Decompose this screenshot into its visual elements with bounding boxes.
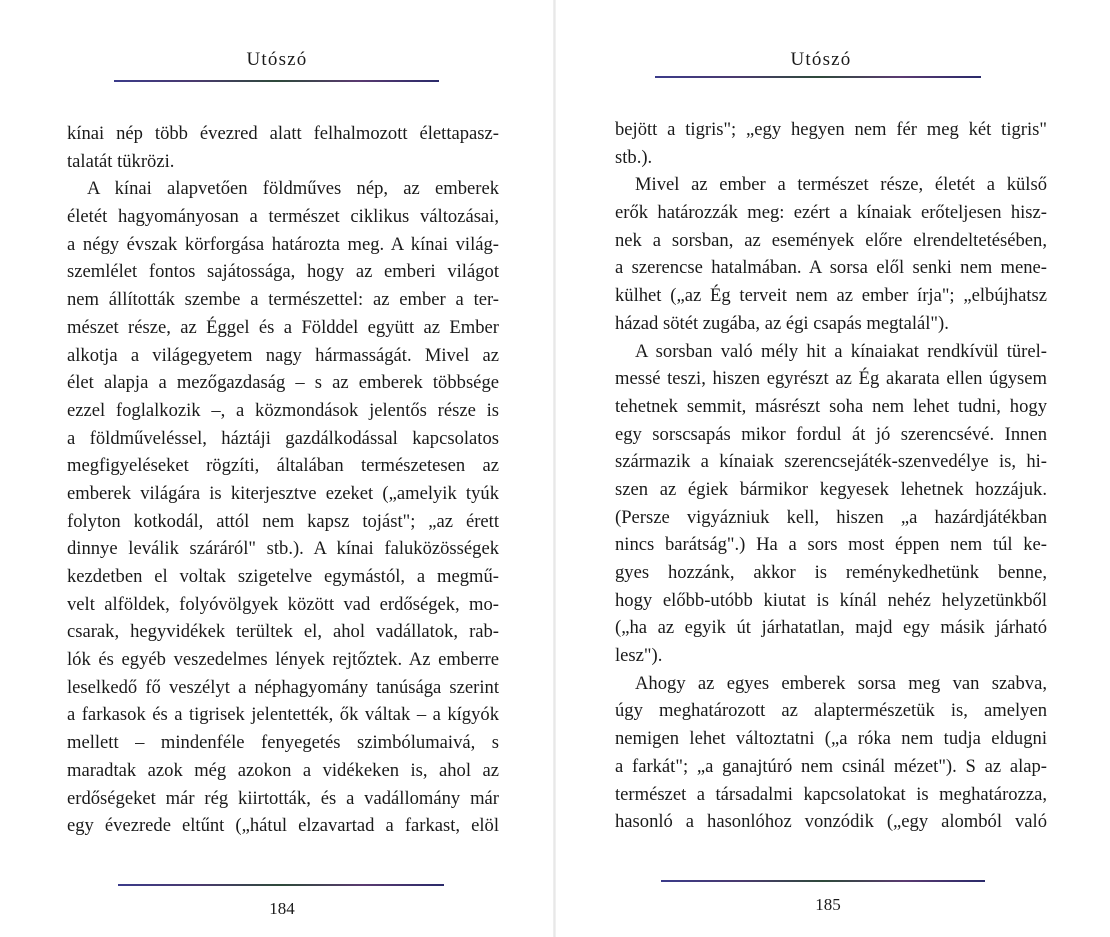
body-text (67, 120, 499, 840)
text-line: házad sötét zugába, az égi csapás megtalál"). (615, 312, 949, 334)
text-line: szemlélet fontos sajátossága, hogy az emberi világot (67, 261, 499, 283)
text-line: dinnye leválik száráról" stb.). A kínai faluközösségek (67, 538, 499, 560)
text-line: egy sorscsapás mikor fordul át jó szerencsévé. Innen (615, 423, 1047, 445)
text-line: nemigen lehet változtatni („a róka nem tudja eldugni (615, 728, 1047, 750)
text-line: a szerencse hatalmában. A sorsa elől senki nem mene- (615, 257, 1047, 279)
text-line: egy évezrede eltűnt („hátul elzavartad a farkast, elöl (67, 815, 499, 837)
text-line: hogy előbb-utóbb kiutat is kínál nehéz helyzetünkből (615, 589, 1047, 611)
text-line: messé teszi, hiszen egyrészt az Ég akarata ellen úgysem (615, 368, 1047, 390)
text-line: nek a sorsban, az események előre elrendeltetésében, (615, 229, 1047, 251)
text-line: Ahogy az egyes emberek sorsa meg van szabva, (635, 672, 1047, 694)
text-line: külhet („az Ég terveit nem az ember írja"; „elbújhatsz (615, 285, 1047, 307)
text-line: a farkasok és a tigrisek jelentették, ők váltak – a kígyók (67, 704, 499, 726)
text-line: folyton kotkodál, attól nem kapsz tojást"; „az érett (67, 510, 499, 532)
right-page (555, 0, 1110, 937)
text-line: nincs barátság".) Ha a sors most éppen nem túl ke- (615, 534, 1047, 556)
text-line: szen az égiek bármikor kegyesek lehetnek hozzájuk. (615, 478, 1047, 500)
text-line: erdőségeket már rég kiirtották, és a vadállomány már (67, 787, 499, 809)
text-line: maradtak azok még azokon a vidékeken is, ahol az (67, 759, 499, 781)
text-line: Mivel az ember a természet része, életét a külső (635, 174, 1047, 196)
text-line: emberek világára is kiterjesztve ezeket („amelyik tyúk (67, 482, 499, 504)
text-line: kezdetben el voltak szigetelve egymástól, a megmű- (67, 566, 499, 587)
text-line: talatát tükrözi. (67, 150, 175, 172)
text-line: velt alföldek, folyóvölgyek között vad erdőségek, mo- (67, 593, 499, 615)
footer-rule (118, 884, 444, 886)
text-line: lesz"). (615, 645, 663, 667)
text-line: életét hagyományosan a természet ciklikus változásai, (67, 206, 499, 228)
text-line: származik a kínaiak szerencsejáték-szenvedélye is, hi- (615, 451, 1047, 473)
text-line: erők határozzák meg: ezért a kínaiak erőteljesen hisz- (615, 202, 1047, 224)
text-line: hasonló a hasonlóhoz vonzódik („egy alomból való (615, 811, 1047, 833)
text-line: a farkát"; „a ganajtúró nem csinál mézet"). S az alap- (615, 755, 1047, 777)
text-line: (Persze vigyázniuk kell, hiszen „a hazárdjátékban (615, 506, 1047, 528)
text-line: A sorsban való mély hit a kínaiakat rendkívül türel- (635, 340, 1047, 362)
text-line: mészet része, az Éggel és a Földdel együtt az Ember (67, 316, 499, 338)
text-line: kínai nép több évezred alatt felhalmozott élettapasz- (67, 123, 499, 144)
text-line: természet a társadalmi kapcsolatokat is meghatározza, (615, 783, 1047, 805)
footer-rule (661, 880, 985, 882)
text-line: úgy meghatározott az alaptermészetük is, amelyen (615, 700, 1047, 722)
text-line: megfigyeléseket rögzíti, általában természetesen az (67, 455, 499, 477)
text-line: stb.). (615, 146, 653, 168)
running-head: Utószó (790, 49, 852, 70)
text-line: csarak, hegyvidékek terültek el, ahol vadállatok, rab- (67, 621, 499, 643)
header-rule (114, 80, 439, 82)
text-line: élet alapja a mezőgazdaság – s az emberek többsége (67, 372, 499, 394)
page-number: 184 (269, 899, 295, 918)
text-line: a négy évszak körforgása határozta meg. A kínai világ- (67, 233, 499, 255)
text-line: tehetnek semmit, másrészt soha nem lehet tudni, hogy (615, 395, 1047, 417)
text-line: alkotja a világegyetem nagy hármasságát. Mivel az (67, 344, 499, 366)
text-line: („ha az egyik út járhatatlan, majd egy másik járható (615, 617, 1047, 639)
running-head: Utószó (246, 49, 308, 70)
text-line: ezzel foglalkozik –, a közmondások jelentős része is (67, 399, 499, 421)
text-line: lók és egyéb veszedelmes lények rejtőztek. Az emberre (67, 649, 499, 671)
text-line: leselkedő fő veszélyt a néphagyomány tanúsága szerint (67, 676, 499, 698)
text-line: bejött a tigris"; „egy hegyen nem fér meg két tigris" (615, 119, 1047, 140)
body-text (615, 116, 1047, 836)
text-line: mellett – mindenféle fenyegetés szimbólumaivá, s (67, 732, 499, 754)
page-number: 185 (815, 895, 841, 914)
text-line: A kínai alapvetően földműves nép, az emberek (87, 178, 499, 200)
header-rule (655, 76, 981, 78)
text-line: nem állították szembe a természettel: az ember a ter- (67, 289, 499, 311)
text-line: a földműveléssel, háztáji gazdálkodással kapcsolatos (67, 427, 499, 449)
text-line: gyes hozzánk, akkor is reménykedhetünk benne, (615, 562, 1047, 583)
